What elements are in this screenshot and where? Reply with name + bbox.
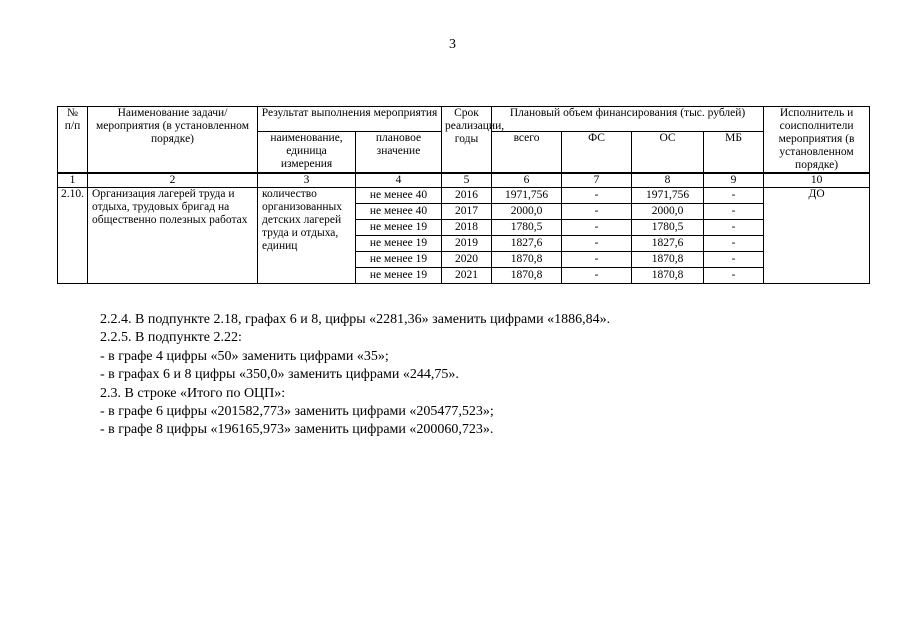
mb-funding: - <box>704 236 764 252</box>
item-task: Организация лагерей труда и отдыха, трудовых бригад на общественно полезных работах <box>88 188 258 284</box>
page-number: 3 <box>449 37 456 52</box>
total-funding: 1870,8 <box>492 268 562 284</box>
column-number: 10 <box>764 173 870 188</box>
mb-funding: - <box>704 268 764 284</box>
fs-funding: - <box>562 204 632 220</box>
fs-funding: - <box>562 252 632 268</box>
os-funding: 1971,756 <box>632 188 704 204</box>
total-funding: 1780,5 <box>492 220 562 236</box>
os-funding: 1827,6 <box>632 236 704 252</box>
column-number: 4 <box>356 173 442 188</box>
year: 2017 <box>442 204 492 220</box>
funding-table <box>57 106 870 284</box>
fs-funding: - <box>562 188 632 204</box>
item-unit: количество организованных детских лагерей труда и отдыха, единиц <box>258 188 356 284</box>
mb-funding: - <box>704 252 764 268</box>
column-number: 9 <box>704 173 764 188</box>
header-total: всего <box>492 132 562 174</box>
header-fs: ФС <box>562 132 632 174</box>
column-number: 3 <box>258 173 356 188</box>
column-number: 2 <box>88 173 258 188</box>
year: 2018 <box>442 220 492 236</box>
header-funding: Плановый объем финансирования (тыс. рублей) <box>492 107 764 132</box>
executor: ДО <box>764 188 870 284</box>
amendment-line: - в графе 8 цифры «196165,973» заменить цифрами «200060,723». <box>100 422 494 438</box>
header-result-name: наименование, единица измерения <box>258 132 356 174</box>
amendment-line: - в графе 4 цифры «50» заменить цифрами «35»; <box>100 348 389 364</box>
header-term: Срок реализации, годы <box>442 107 492 174</box>
table-row <box>58 188 870 204</box>
total-funding: 2000,0 <box>492 204 562 220</box>
amendment-line: - в графе 6 цифры «201582,773» заменить цифрами «205477,523»; <box>100 404 494 420</box>
year: 2020 <box>442 252 492 268</box>
mb-funding: - <box>704 188 764 204</box>
planned-value: не менее 40 <box>356 204 442 220</box>
planned-value: не менее 40 <box>356 188 442 204</box>
year: 2016 <box>442 188 492 204</box>
total-funding: 1971,756 <box>492 188 562 204</box>
planned-value: не менее 19 <box>356 252 442 268</box>
total-funding: 1827,6 <box>492 236 562 252</box>
year: 2019 <box>442 236 492 252</box>
mb-funding: - <box>704 204 764 220</box>
os-funding: 1870,8 <box>632 252 704 268</box>
amendment-line: 2.2.5. В подпункте 2.22: <box>100 330 242 346</box>
header-executor: Исполнитель и соисполнители мероприятия (в установленном порядке) <box>764 107 870 174</box>
os-funding: 2000,0 <box>632 204 704 220</box>
column-number: 6 <box>492 173 562 188</box>
header-os: ОС <box>632 132 704 174</box>
column-number: 5 <box>442 173 492 188</box>
mb-funding: - <box>704 220 764 236</box>
planned-value: не менее 19 <box>356 220 442 236</box>
header-row <box>58 107 870 132</box>
fs-funding: - <box>562 268 632 284</box>
year: 2021 <box>442 268 492 284</box>
amendment-line: 2.2.4. В подпункте 2.18, графах 6 и 8, цифры «2281,36» заменить цифрами «1886,84». <box>100 312 611 327</box>
fs-funding: - <box>562 220 632 236</box>
item-number: 2.10. <box>58 188 88 284</box>
column-number: 1 <box>58 173 88 188</box>
column-number: 8 <box>632 173 704 188</box>
header-num: № п/п <box>58 107 88 174</box>
header-mb: МБ <box>704 132 764 174</box>
planned-value: не менее 19 <box>356 268 442 284</box>
amendments-text <box>100 311 610 440</box>
planned-value: не менее 19 <box>356 236 442 252</box>
amendment-line: 2.3. В строке «Итого по ОЦП»: <box>100 385 286 401</box>
column-number: 7 <box>562 173 632 188</box>
fs-funding: - <box>562 236 632 252</box>
header-result-value: плановое значение <box>356 132 442 174</box>
column-numbers-row <box>58 173 870 188</box>
header-result: Результат выполнения мероприятия <box>258 107 442 132</box>
header-task: Наименование задачи/мероприятия (в установленном порядке) <box>88 107 258 174</box>
total-funding: 1870,8 <box>492 252 562 268</box>
os-funding: 1780,5 <box>632 220 704 236</box>
amendment-line: - в графах 6 и 8 цифры «350,0» заменить цифрами «244,75». <box>100 367 459 383</box>
os-funding: 1870,8 <box>632 268 704 284</box>
